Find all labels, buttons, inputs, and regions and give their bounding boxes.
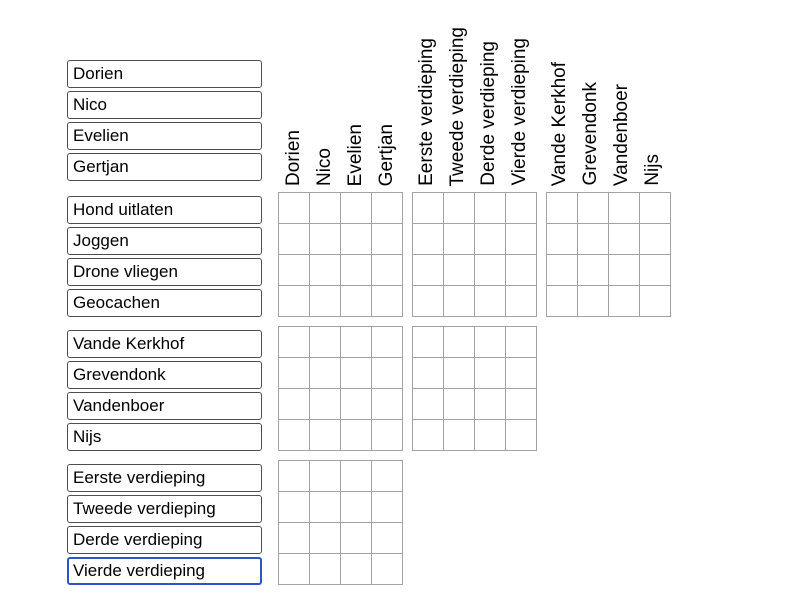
grid-cell[interactable] — [341, 193, 372, 224]
grid-cell[interactable] — [372, 554, 403, 585]
grid-band-floors — [67, 460, 800, 585]
grid-cell[interactable] — [609, 255, 640, 286]
grid-cell[interactable] — [279, 193, 310, 224]
column-header — [637, 14, 668, 186]
grid-cell[interactable] — [413, 358, 444, 389]
grid-cell[interactable] — [506, 389, 537, 420]
grid-cell[interactable] — [279, 358, 310, 389]
grid-cell[interactable] — [475, 255, 506, 286]
grid-cell[interactable] — [341, 523, 372, 554]
column-group-floors — [411, 14, 535, 186]
grid-cell[interactable] — [506, 224, 537, 255]
grid-cell[interactable] — [444, 255, 475, 286]
grid-cell[interactable] — [413, 420, 444, 451]
grid-cell[interactable] — [279, 255, 310, 286]
column-header — [278, 14, 309, 186]
column-header-label: Eerste verdieping — [416, 38, 437, 186]
grid-cell[interactable] — [310, 492, 341, 523]
grid-cell[interactable] — [444, 389, 475, 420]
grid-cell[interactable] — [341, 327, 372, 358]
grid-band-surnames — [67, 326, 800, 451]
header-row — [67, 14, 800, 186]
grid-cell[interactable] — [372, 224, 403, 255]
grid-cell[interactable] — [444, 224, 475, 255]
grid-cell[interactable] — [413, 224, 444, 255]
grid-block — [412, 326, 537, 451]
grid-cell[interactable] — [372, 327, 403, 358]
grid-cell[interactable] — [372, 420, 403, 451]
grid-band-activities — [67, 192, 800, 317]
column-header-label: Grevendonk — [580, 82, 601, 186]
grid-cell[interactable] — [372, 358, 403, 389]
floors-label-column — [67, 460, 262, 585]
grid-cell[interactable] — [640, 193, 671, 224]
column-header-label: Tweede verdieping — [447, 26, 468, 186]
grid-cell[interactable] — [547, 255, 578, 286]
grid-cell[interactable] — [341, 286, 372, 317]
column-group-names — [278, 14, 402, 186]
grid-cell[interactable] — [310, 389, 341, 420]
grid-cell[interactable] — [640, 286, 671, 317]
grid-cell[interactable] — [506, 420, 537, 451]
category-label-input[interactable] — [67, 423, 262, 451]
grid-cell[interactable] — [506, 193, 537, 224]
grid-cell[interactable] — [578, 224, 609, 255]
grid-cell[interactable] — [547, 193, 578, 224]
grid-cell[interactable] — [341, 255, 372, 286]
grid-cell[interactable] — [279, 224, 310, 255]
grid-cell[interactable] — [310, 523, 341, 554]
grid-cell[interactable] — [444, 193, 475, 224]
grid-cell[interactable] — [372, 389, 403, 420]
grid-cell[interactable] — [609, 286, 640, 317]
column-header-label: Evelien — [345, 123, 366, 186]
grid-cell[interactable] — [578, 286, 609, 317]
grid-cell[interactable] — [372, 492, 403, 523]
grid-cell[interactable] — [640, 224, 671, 255]
column-header — [411, 14, 442, 186]
category-label-input[interactable] — [67, 361, 262, 389]
surnames-label-column — [67, 326, 262, 451]
column-header-label: Vande Kerkhof — [549, 61, 570, 186]
grid-cell[interactable] — [341, 554, 372, 585]
grid-cell[interactable] — [413, 193, 444, 224]
grid-cell[interactable] — [310, 358, 341, 389]
grid-cell[interactable] — [279, 420, 310, 451]
category-label-input[interactable] — [67, 153, 262, 181]
grid-cell[interactable] — [609, 193, 640, 224]
grid-block — [278, 460, 403, 585]
grid-cell[interactable] — [640, 255, 671, 286]
category-label-input[interactable] — [67, 196, 262, 224]
grid-cell[interactable] — [547, 224, 578, 255]
column-header — [504, 14, 535, 186]
grid-cell[interactable] — [341, 389, 372, 420]
category-label-input[interactable] — [67, 122, 262, 150]
column-header-label: Derde verdieping — [478, 41, 499, 186]
column-header — [371, 14, 402, 186]
grid-cell[interactable] — [279, 554, 310, 585]
grid-cell[interactable] — [310, 554, 341, 585]
category-label-input[interactable] — [67, 258, 262, 286]
grid-cell[interactable] — [413, 255, 444, 286]
grid-cell[interactable] — [372, 193, 403, 224]
grid-cell[interactable] — [506, 255, 537, 286]
column-header-label: Vandenboer — [611, 83, 632, 186]
category-label-input[interactable] — [67, 495, 262, 523]
grid-cell[interactable] — [413, 389, 444, 420]
grid-cell[interactable] — [547, 286, 578, 317]
grid-cell[interactable] — [578, 255, 609, 286]
grid-cell[interactable] — [279, 286, 310, 317]
grid-cell[interactable] — [475, 224, 506, 255]
column-header — [575, 14, 606, 186]
grid-cell[interactable] — [279, 389, 310, 420]
grid-cell[interactable] — [506, 358, 537, 389]
column-header — [309, 14, 340, 186]
grid-cell[interactable] — [341, 461, 372, 492]
column-header-label: Nico — [314, 147, 335, 186]
grid-block — [278, 326, 403, 451]
grid-cell[interactable] — [506, 327, 537, 358]
grid-cell[interactable] — [444, 358, 475, 389]
column-group-surnames — [544, 14, 668, 186]
grid-cell[interactable] — [413, 327, 444, 358]
grid-block — [278, 192, 403, 317]
column-header — [442, 14, 473, 186]
grid-cell[interactable] — [475, 286, 506, 317]
grid-cell[interactable] — [413, 286, 444, 317]
grid-cell[interactable] — [279, 327, 310, 358]
grid-cell[interactable] — [341, 358, 372, 389]
grid-cell[interactable] — [310, 327, 341, 358]
names-label-column — [67, 60, 262, 181]
column-header — [340, 14, 371, 186]
grid-block — [412, 192, 537, 317]
grid-cell[interactable] — [279, 523, 310, 554]
category-label-input[interactable] — [67, 91, 262, 119]
category-label-input-focused[interactable] — [67, 557, 262, 585]
category-label-input[interactable] — [67, 60, 262, 88]
grid-cell[interactable] — [475, 420, 506, 451]
grid-cell[interactable] — [310, 255, 341, 286]
grid-cell[interactable] — [475, 389, 506, 420]
grid-cell[interactable] — [475, 193, 506, 224]
category-label-input[interactable] — [67, 392, 262, 420]
category-label-input[interactable] — [67, 464, 262, 492]
grid-cell[interactable] — [372, 461, 403, 492]
grid-cell[interactable] — [341, 224, 372, 255]
grid-cell[interactable] — [444, 420, 475, 451]
grid-cell[interactable] — [444, 286, 475, 317]
grid-cell[interactable] — [310, 420, 341, 451]
column-header — [606, 14, 637, 186]
column-header — [473, 14, 504, 186]
grid-cell[interactable] — [310, 286, 341, 317]
activities-label-column — [67, 192, 262, 317]
column-header-label: Vierde verdieping — [509, 38, 530, 186]
grid-cell[interactable] — [341, 420, 372, 451]
category-label-input[interactable] — [67, 289, 262, 317]
grid-cell[interactable] — [506, 286, 537, 317]
grid-cell[interactable] — [310, 461, 341, 492]
grid-cell[interactable] — [578, 193, 609, 224]
grid-cell[interactable] — [279, 461, 310, 492]
grid-cell[interactable] — [341, 492, 372, 523]
grid-cell[interactable] — [372, 523, 403, 554]
category-label-input[interactable] — [67, 330, 262, 358]
grid-cell[interactable] — [279, 492, 310, 523]
grid-cell[interactable] — [310, 224, 341, 255]
grid-cell[interactable] — [372, 255, 403, 286]
grid-cell[interactable] — [310, 193, 341, 224]
grid-cell[interactable] — [372, 286, 403, 317]
grid-block — [546, 192, 671, 317]
category-label-input[interactable] — [67, 526, 262, 554]
grid-cell[interactable] — [475, 358, 506, 389]
category-label-input[interactable] — [67, 227, 262, 255]
grid-cell[interactable] — [444, 327, 475, 358]
grid-cell[interactable] — [475, 327, 506, 358]
column-header-label: Dorien — [283, 130, 304, 186]
column-header-label: Nijs — [642, 154, 663, 186]
column-header-label: Gertjan — [376, 123, 397, 186]
column-header — [544, 14, 575, 186]
grid-cell[interactable] — [609, 224, 640, 255]
